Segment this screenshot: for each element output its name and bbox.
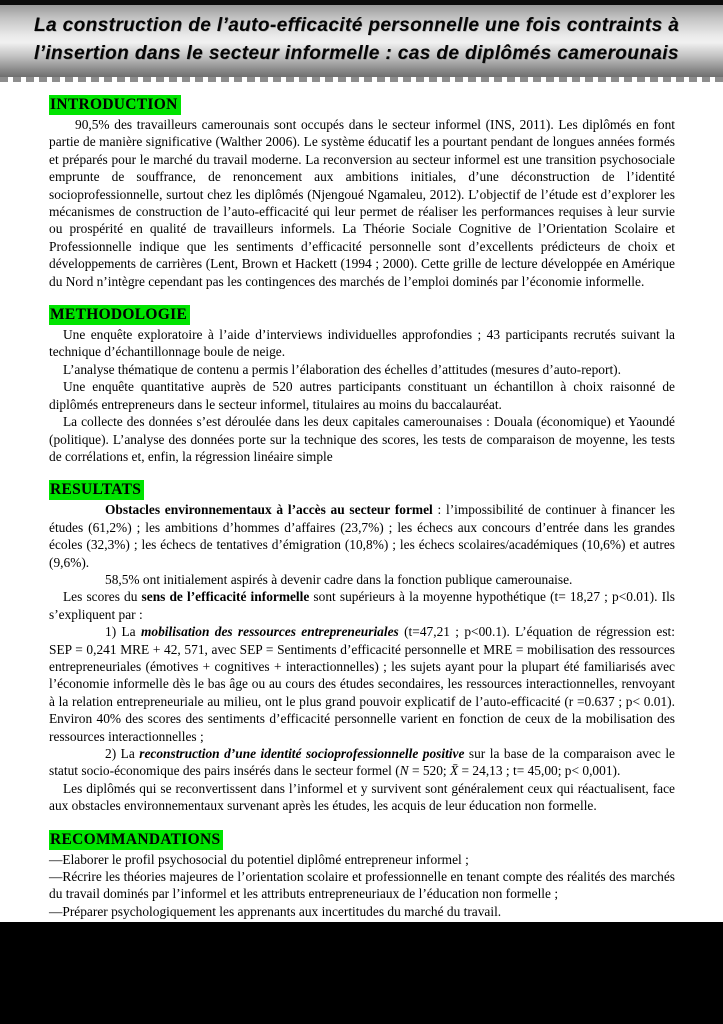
text-run: Une enquête quantitative auprès de 520 autres participants constituant un échantillon à choix raisonné de diplômés entrepreneurs dans le secteur informel, titulaires au moins du baccalauréat. bbox=[49, 379, 675, 412]
paragraph bbox=[49, 326, 675, 361]
section-introduction bbox=[49, 95, 675, 290]
section-heading-methodologie: METHODOLOGIE bbox=[49, 305, 190, 325]
section-heading-resultats: RESULTATS bbox=[49, 480, 144, 500]
paragraph bbox=[49, 116, 675, 290]
text-run: —Elaborer le profil psychosocial du potentiel diplômé entrepreneur informel ; bbox=[49, 851, 469, 867]
page-title-line-2: l’insertion dans le secteur informelle : cas de diplômés camerounais bbox=[34, 43, 679, 64]
text-run: Une enquête exploratoire à l’aide d’interviews individuelles approfondies ; 43 participants recrutés suivant la technique d’échantillonnage boule de neige. bbox=[49, 327, 675, 360]
text-run: Les diplômés qui se reconvertissent dans l’informel et y survivent sont généralement ceux qui réactualisent, face aux obstacles environnementaux survenant après les études, les acquis de leur éducation non formelle. bbox=[49, 780, 675, 814]
section-heading-row bbox=[49, 830, 675, 850]
text-run: = 24,13 ; t= 45,00; p< 0,001). bbox=[458, 763, 621, 779]
text-run: sur la base de la comparaison avec le statut socio-économique des pairs insérés dans le secteur formel ( bbox=[49, 746, 675, 779]
text-run: : l’impossibilité de continuer à financer les études (61,2%) ; les ambitions d’hommes d’affaires (23,7%) ; les échecs aux concours d’entrée dans les grandes écoles (32,3%) ; les échecs de tentatives d’émigration (10,8%) ; les échecs scolaires/académiques (10,6%) et autres (9,6%). bbox=[49, 502, 675, 570]
text-run: 2) La bbox=[105, 746, 140, 761]
page-title-line-1: La construction de l’auto-efficacité personnelle une fois contraints à bbox=[34, 15, 680, 36]
section-heading-recommandations: RECOMMANDATIONS bbox=[49, 830, 223, 850]
section-heading-row bbox=[49, 95, 675, 115]
paragraph bbox=[49, 588, 675, 623]
paragraph bbox=[49, 868, 675, 903]
paragraph bbox=[49, 378, 675, 413]
section-resultats bbox=[49, 480, 675, 814]
text-run: 58,5% ont initialement aspirés à devenir cadre dans la fonction publique camerounaise. bbox=[105, 571, 573, 587]
text-run: L’analyse thématique de contenu a permis l’élaboration des échelles d’attitudes (mesures d’auto-report). bbox=[63, 361, 621, 377]
text-run: mobilisation des ressources entrepreneuriales bbox=[140, 624, 399, 640]
text-run: sont supérieurs à la moyenne hypothétique (t= 18,27 ; p<0.01). Ils s’expliquent par : bbox=[49, 589, 675, 622]
text-run: sens de l’efficacité informelle bbox=[141, 589, 310, 605]
paragraph bbox=[49, 361, 675, 378]
text-run: = 520; bbox=[408, 763, 450, 779]
text-run: —Récrire les théories majeures de l’orientation scolaire et professionnelle en tenant compte des réalités des marchés du travail dominés par l’informel et les attributs entrepreneuriaux de l’éducation non formelle ; bbox=[49, 869, 675, 902]
paragraph bbox=[49, 571, 675, 588]
text-run: N bbox=[399, 763, 409, 779]
paragraph bbox=[49, 501, 675, 571]
text-run: Les scores du bbox=[63, 589, 142, 605]
text-run: 1) La bbox=[105, 624, 141, 640]
text-run: Obstacles environnementaux à l’accès au secteur formel bbox=[105, 502, 433, 518]
section-heading-row bbox=[49, 480, 675, 500]
paragraph bbox=[49, 851, 675, 868]
text-run: reconstruction d’une identité socioprofessionnelle positive bbox=[139, 746, 465, 761]
text-run: 90,5% des travailleurs camerounais sont occupés dans le secteur informel (INS, 2011). Les diplômés en font partie de manière significative (Walther 2006). Le système éducatif les a pourtant pendant de longues années formés et préparés pour le marché du travail moderne. La reconversion au secteur informel est une transition psychosociale emprunte de souffrance, de renoncement aux ambitions initiales, d’une déconstruction de l’identité socioprofessionnelle, surtout chez les diplômés (Njengoué Ngamaleu, 2012). L’objectif de l’étude est d’explorer les mécanismes de construction de l’auto-efficacité qui leur permet de réaliser les performances requises à leur survie ou prospérité en qualité de travailleurs informels. La Théorie Sociale Cognitive de l’Orientation Scolaire et Professionnelle indique que les sentiments d’efficacité personnelle sont d’excellents prédicteurs de choix et développements de carrières (Lent, Brown et Hackett (1994 ; 2000). Cette grille de lecture développée en Amérique du Nord n’intègre cependant pas les contingences des marchés de l’emploi dominés par l’économie informelle. bbox=[49, 117, 675, 289]
text-run: (t=47,21 ; p<00.1). L’équation de régression est: SEP = 0,241 MRE + 42, 571, avec SEP = Sentiments d’efficacité personnelle et MRE = mobilisation des ressources entrepreneuriales (émotives + cognitives + interactionnelles) ; les sujets ayant pour la plupart été familiarisés avec l’économie informelle dès le bas âge ou au cours des études secondaires, les ressources interactionnelles, renvoyant à la relation entrepreneuriale au milieu, ont le plus grand pouvoir explicatif de l’auto-efficacité (r =0.637 ; p< 0.01). Environ 40% des scores des sentiments d’efficacité personnelle varient en fonction de ceux de la mobilisation des ressources interactionnelles ; bbox=[49, 624, 675, 744]
paragraph bbox=[49, 745, 675, 780]
title-band bbox=[0, 0, 723, 77]
paragraph bbox=[49, 903, 675, 920]
text-run: La collecte des données s’est déroulée dans les deux capitales camerounaises : Douala (économique) et Yaoundé (politique). L’analyse des données porte sur la technique des scores, les tests de comparaison de moyenne, les tests de corrélations et, enfin, la régression linéaire simple bbox=[49, 414, 675, 464]
footer-bar bbox=[0, 922, 723, 1024]
section-heading-row bbox=[49, 305, 675, 325]
paragraph bbox=[49, 623, 675, 745]
text-run: X̄ bbox=[450, 763, 459, 779]
section-methodologie bbox=[49, 305, 675, 465]
paragraph bbox=[49, 780, 675, 815]
text-run: —Préparer psychologiquement les apprenants aux incertitudes du marché du travail. bbox=[49, 903, 502, 919]
section-heading-introduction: INTRODUCTION bbox=[49, 95, 181, 115]
paragraph bbox=[49, 413, 675, 465]
sections bbox=[0, 82, 723, 938]
